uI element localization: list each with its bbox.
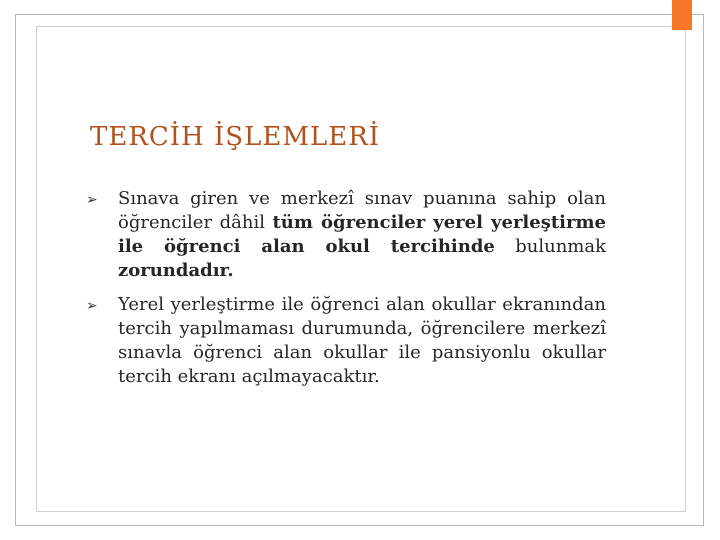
bullet-item (86, 293, 606, 389)
bullet-item (86, 187, 606, 283)
corner-accent (672, 0, 692, 30)
bullet-text-bold: zorundadır. (118, 260, 234, 281)
slide-title: TERCİH İŞLEMLERİ (90, 122, 381, 152)
bullet-text-bold: tüm öğrenciler yerel yerleştirme ile öğrenci alan okul tercihinde (118, 212, 606, 257)
arrow-bullet-icon: ➢ (86, 298, 98, 314)
bullet-text-part: Yerel yerleştirme ile öğrenci alan okullar ekranından tercih yapılmaması durumunda, öğrencilere merkezî sınavla öğrenci alan okullar ile pansiyonlu okullar tercih ekranı açılmayacaktır. (118, 294, 606, 387)
bullet-list (86, 187, 606, 399)
arrow-bullet-icon: ➢ (86, 192, 98, 208)
bullet-text-part: bulunmak (494, 236, 606, 257)
bullet-text-part: Sınava giren ve merkezî sınav puanına sahip olan öğrenciler dâhil (118, 188, 606, 233)
